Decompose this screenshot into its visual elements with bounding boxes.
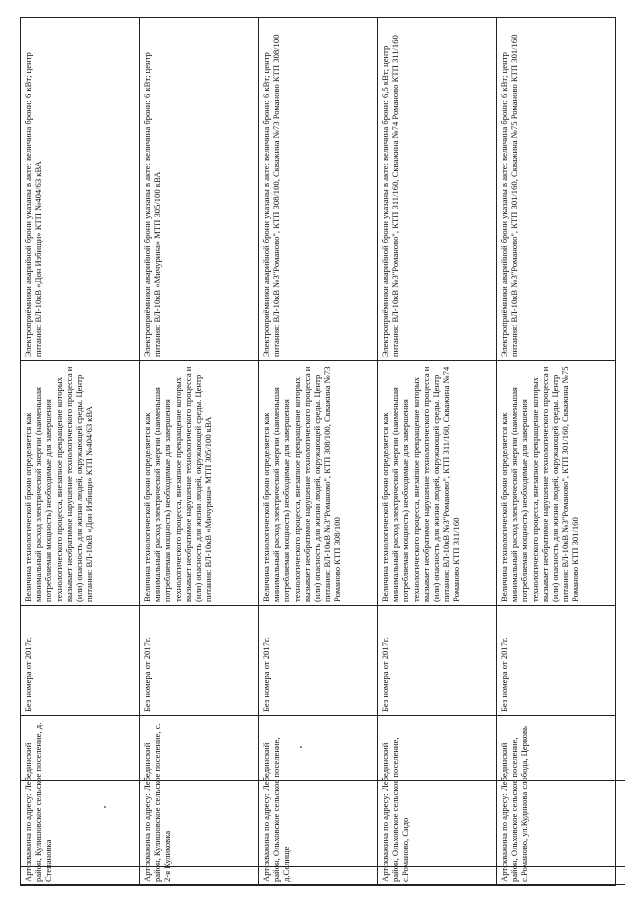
tech-cell: Электроприёмники аварийной брони указаны в акте: величина брони: 6 кВт; центр питания: ВЛ-10кВ №3"Романово", КТП 308/100, Скважина №73 Романово КТП 308/100 (259, 18, 378, 361)
tech-cell: Электроприёмники аварийной брони указаны в акте: величина брони: 6 кВт; центр питания: ВЛ-10кВ «Дон Избищи» КТП №404/63 кВА (21, 18, 140, 361)
table-row (378, 18, 497, 886)
description-cell: Величина технологической брони определяется как минимальный расход электрической энергии (наименьшая потребляемая мощность) необходимые для завершения технологического процесса, внезапное прекращение которых вызывает необратимое нарушение технологического процесса и (или) опасность для жизни людей, окружающей среды. Центр питания: ВЛ-10кВ №3"Романово", КТП 301/160, Скважина №75 Романово КТП 301/160 (497, 361, 616, 606)
footer-rule (20, 780, 625, 781)
address-cell: Артскважина по адресу: Лебединский район, Кулишовское сельское поселение, с. 2-я Куликовка (140, 716, 259, 886)
tech-cell: Электроприёмники аварийной брони указаны в акте: величина брони: 6,5 кВт; центр питания: ВЛ-10кВ №3"Романово", КТП 311/160, Скважина №74 Романово КТП 311/160 (378, 18, 497, 361)
number-cell: Без номера от 2017г. (497, 606, 616, 716)
description-cell: Величина технологической брони определяется как минимальный расход электрической энергии (наименьшая потребляемая мощность) необходимые для завершения технологического процесса, внезапное прекращение которых вызывает необратимое нарушение технологического процесса и (или) опасность для жизни людей, окружающей среды. Центр питания: ВЛ-10кВ №3"Романово", КТП 308/100, Скважина №73 Романово КТП 308/100 (259, 361, 378, 606)
address-cell: Артскважина по адресу: Лебединский район, Ольховское сельское поселение, д.Селище (259, 716, 378, 886)
rotated-table-frame (20, 18, 625, 886)
tech-cell: Электроприёмники аварийной брони указаны в акте: величина брони: 6 кВт; центр питания: ВЛ-10кВ «Мичурина» МТП 305/100 кВА (140, 18, 259, 361)
description-cell: Величина технологической брони определяется как минимальный расход электрической энергии (наименьшая потребляемая мощность) необходимые для завершения технологического процесса, внезапное прекращение которых вызывает необратимое нарушение технологического процесса и (или) опасность для жизни людей, окружающей среды. Центр питания: ВЛ-10кВ №3"Романово", КТП 311/160, Скважина №74 Романово КТП 311/160 (378, 361, 497, 606)
footer-rule (20, 866, 625, 867)
tech-cell: Электроприёмники аварийной брони указаны в акте: величина брони: 6 кВт; центр питания: ВЛ-10кВ №3"Романово", КТП 301/160, Скважина №75 Романово КТП 301/160 (497, 18, 616, 361)
description-cell: Величина технологической брони определяется как минимальный расход электрической энергии (наименьшая потребляемая мощность) необходимые для завершения технологического процесса, внезапное прекращение которых вызывает необратимое нарушение технологического процесса и (или) опасность для жизни людей, окружающей среды. Центр питания: ВЛ-10кВ «Дон Избищи» КТП №404/63 кВА (21, 361, 140, 606)
table-row (497, 18, 616, 886)
table-row (259, 18, 378, 886)
number-cell: Без номера от 2017г. (21, 606, 140, 716)
description-cell: Величина технологической брони определяется как минимальный расход электрической энергии (наименьшая потребляемая мощность) необходимые для завершения технологического процесса, внезапное прекращение которых вызывает необратимое нарушение технологического процесса и (или) опасность для жизни людей, окружающей среды. Центр питания: ВЛ-10кВ «Мичурина» МТП 305/100 кВА (140, 361, 259, 606)
scan-speck (300, 746, 302, 748)
number-cell: Без номера от 2017г. (140, 606, 259, 716)
number-cell: Без номера от 2017г. (378, 606, 497, 716)
footer-rule (20, 884, 625, 885)
rotated-table-container (20, 18, 625, 886)
number-cell: Без номера от 2017г. (259, 606, 378, 716)
address-cell: Артскважина по адресу: Лебединский район, Кулишовское сельское поселение, д. Степановка (21, 716, 140, 886)
address-cell: Артскважина по адресу: Лебединский район, Ольховское сельское поселение, с.Романово, Сидо (378, 716, 497, 886)
scan-speck (104, 806, 106, 808)
address-cell: Артскважина по адресу: Лебединский район, Ольховское сельское поселение, с.Романово, ул.Кудинова слобода, Церковь (497, 716, 616, 886)
table-row (21, 18, 140, 886)
reservation-table (20, 17, 616, 886)
table-row (140, 18, 259, 886)
